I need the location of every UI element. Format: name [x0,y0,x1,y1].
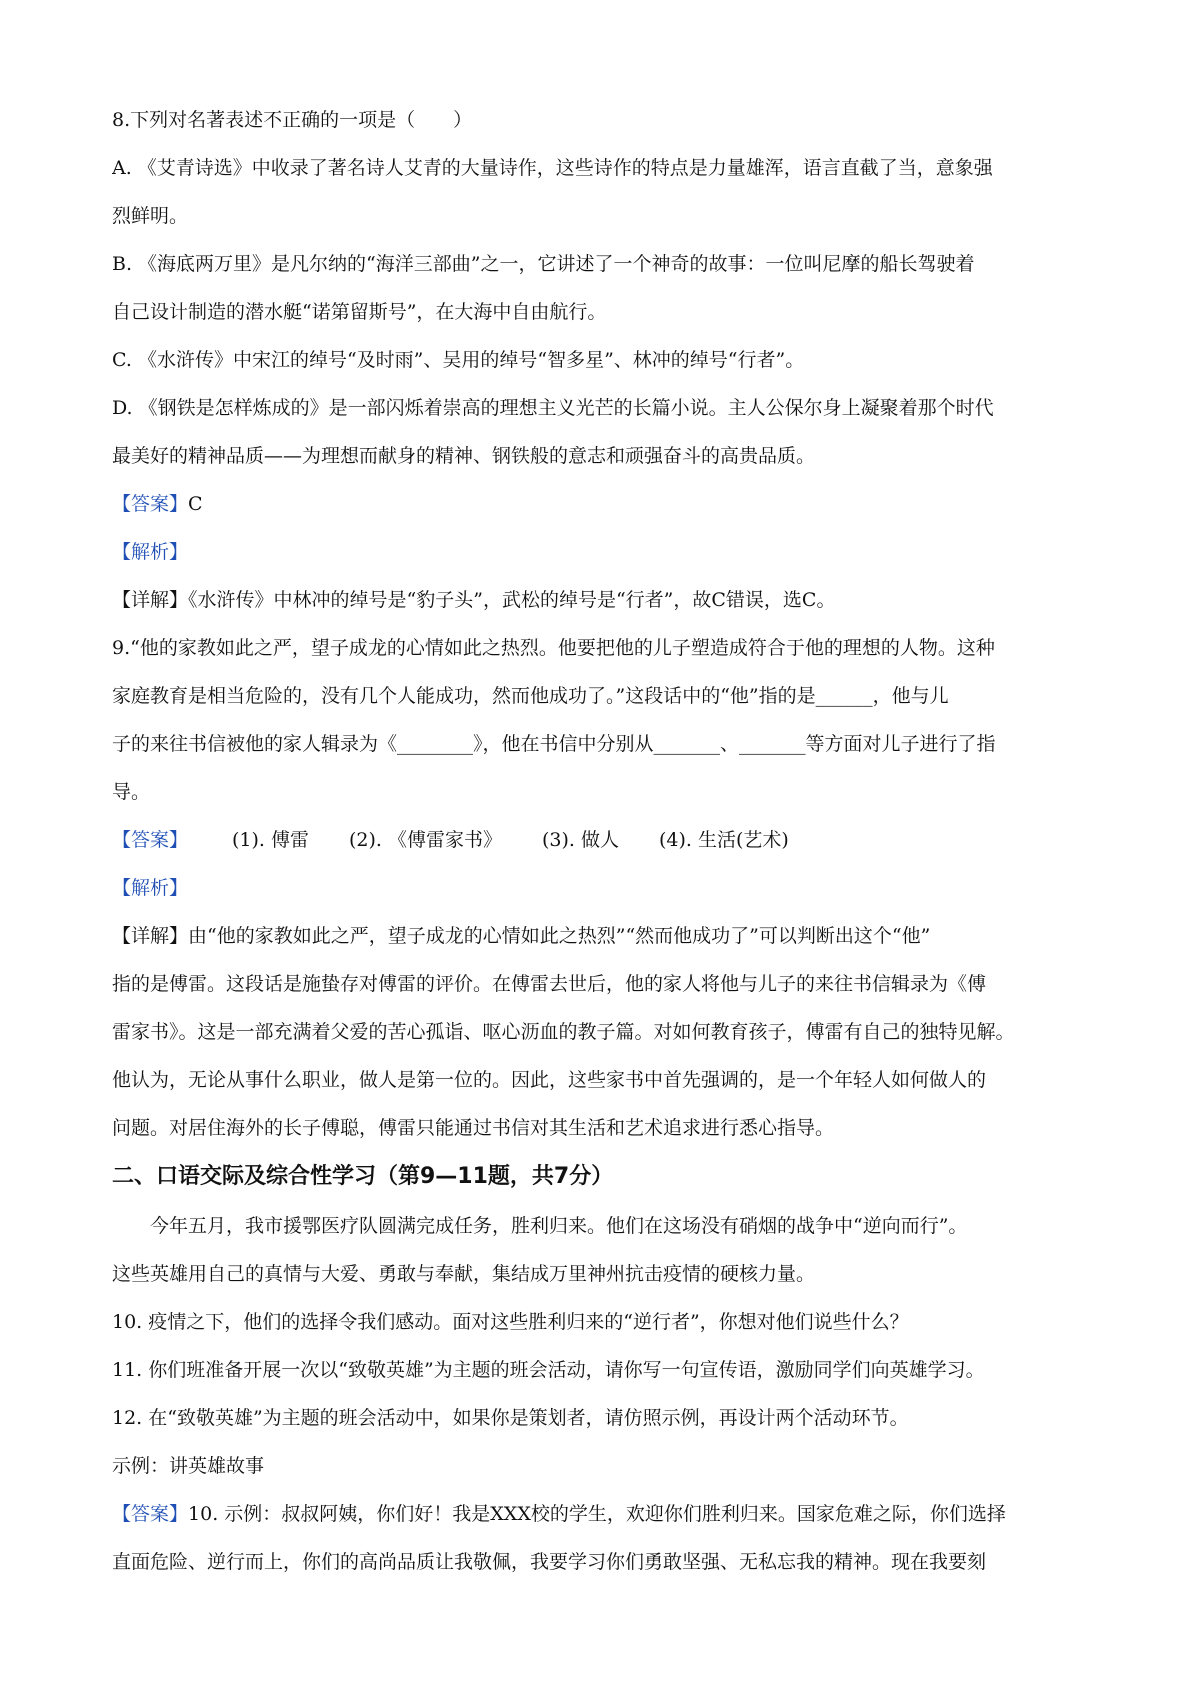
q9-line1: 9.“他的家教如此之严，望子成龙的心情如此之热烈。他要把他的儿子塑造成符合于他的理想的人物。这种 [112,637,995,659]
q11-stem: 11. 你们班准备开展一次以“致敬英雄”为主题的班会活动，请你写一句宣传语，激励同学们向英雄学习。 [112,1359,985,1381]
q9-detail-line2: 指的是傅雷。这段话是施蛰存对傅雷的评价。在傅雷去世后，他的家人将他与儿子的来往书信辑录为《傅 [112,973,987,995]
section-intro-line1: 今年五月，我市援鄂医疗队圆满完成任务，胜利归来。他们在这场没有硝烟的战争中“逆向而行”。 [150,1215,968,1237]
answer-tag: 【答案】 [112,493,189,515]
analysis-tag: 【解析】 [112,541,189,563]
q9-detail-line1 [112,912,1102,960]
q8-option-d-line2: 最美好的精神品质——为理想而献身的精神、钢铁般的意志和顽强奋斗的高贵品质。 [112,445,816,467]
q12-example: 示例：讲英雄故事 [112,1455,265,1477]
q9-detail-line3: 雷家书》。这是一部充满着父爱的苦心孤诣、呕心沥血的教子篇。对如何教育孩子，傅雷有自己的独特见解。 [112,1021,1015,1043]
q10-stem: 10. 疫情之下，他们的选择令我们感动。面对这些胜利归来的“逆行者”，你想对他们说些什么？ [112,1311,909,1333]
q9-detail-line5: 问题。对居住海外的长子傅聪，傅雷只能通过书信对其生活和艺术追求进行悉心指导。 [112,1117,835,1139]
q9-answer-2: (2). 《傅雷家书》 [349,829,503,851]
q9-answer-4: (4). 生活(艺术) [659,829,789,851]
detail-tag: 【详解】 [112,589,189,611]
section-answer-line1 [112,1490,1102,1538]
q8-option-a-line1: A. 《艾青诗选》中收录了著名诗人艾青的大量诗作，这些诗作的特点是力量雄浑，语言直截了当，意象强 [112,157,993,179]
q9-analysis [112,864,1102,912]
section-answer-line2: 直面危险、逆行而上，你们的高尚品质让我敬佩，我要学习你们勇敢坚强、无私忘我的精神。现在我要刻 [112,1551,987,1573]
q8-answer-value: C [188,493,203,515]
q8-detail [112,576,1102,624]
q8-answer [112,480,1102,528]
detail-tag: 【详解】 [112,925,189,947]
section-heading: 二、口语交际及综合性学习（第9—11题，共7分） [112,1164,614,1189]
q8-detail-text: 《水浒传》中林冲的绰号是“豹子头”，武松的绰号是“行者”，故C错误，选C。 [188,589,836,611]
analysis-tag: 【解析】 [112,877,189,899]
section-answer-text-1: 10. 示例：叔叔阿姨，你们好！我是XXX校的学生，欢迎你们胜利归来。国家危难之际，你们选择 [188,1503,1006,1525]
q8-option-b-line2: 自己设计制造的潜水艇“诺第留斯号”，在大海中自由航行。 [112,301,607,323]
q9-line3: 子的来往书信被他的家人辑录为《________》，他在书信中分别从_______、_______等方面对儿子进行了指 [112,733,996,755]
document-page [112,96,1102,1586]
q8-option-b-line1: B. 《海底两万里》是凡尔纳的“海洋三部曲”之一，它讲述了一个神奇的故事：一位叫尼摩的船长驾驶着 [112,253,975,275]
q12-stem: 12. 在“致敬英雄”为主题的班会活动中，如果你是策划者，请仿照示例，再设计两个活动环节。 [112,1407,909,1429]
q8-option-a-line2: 烈鲜明。 [112,205,189,227]
answer-tag: 【答案】 [112,1503,189,1525]
answer-tag: 【答案】 [112,829,189,851]
q8-stem: 8.下列对名著表述不正确的一项是（ ） [112,109,473,131]
q8-analysis [112,528,1102,576]
q9-line4: 导。 [112,781,151,803]
section-intro-line2: 这些英雄用自己的真情与大爱、勇敢与奉献，集结成万里神州抗击疫情的硬核力量。 [112,1263,816,1285]
q9-answer-3: (3). 做人 [542,829,620,851]
q8-option-c: C. 《水浒传》中宋江的绰号“及时雨”、吴用的绰号“智多星”、林冲的绰号“行者”。 [112,349,805,371]
q9-detail-text-1: 由“他的家教如此之严，望子成龙的心情如此之热烈”“然而他成功了”可以判断出这个“他” [188,925,931,947]
q8-option-d-line1: D. 《钢铁是怎样炼成的》是一部闪烁着崇高的理想主义光芒的长篇小说。主人公保尔身上凝聚着那个时代 [112,397,994,419]
q9-detail-line4: 他认为，无论从事什么职业，做人是第一位的。因此，这些家书中首先强调的，是一个年轻人如何做人的 [112,1069,987,1091]
q9-line2: 家庭教育是相当危险的，没有几个人能成功，然而他成功了。”这段话中的“他”指的是______，他与儿 [112,685,949,707]
q9-answer [112,816,1102,864]
q9-answer-1: (1). 傅雷 [232,829,310,851]
